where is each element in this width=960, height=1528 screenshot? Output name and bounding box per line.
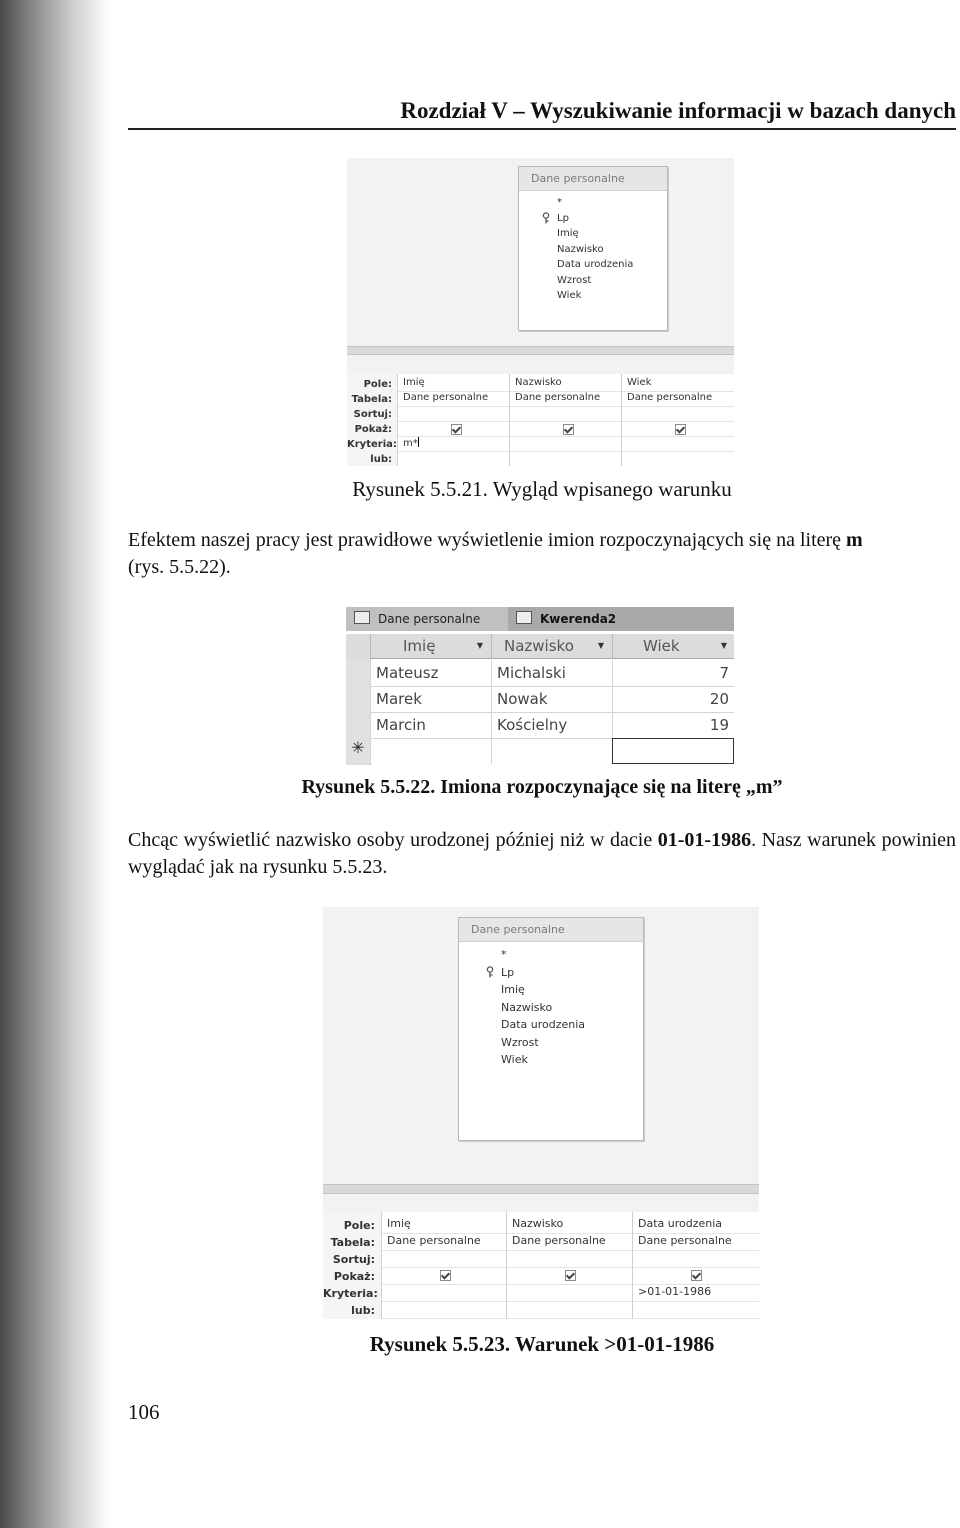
cell-imie[interactable]: Marcin <box>370 712 491 738</box>
field-item[interactable]: Wzrost <box>557 274 592 286</box>
document-tabs <box>346 607 734 631</box>
table-box <box>458 917 644 1141</box>
show-checkbox[interactable] <box>565 1270 576 1281</box>
grid-or-cell[interactable] <box>633 1302 759 1319</box>
cell-imie[interactable]: Marek <box>370 686 491 712</box>
grid-or-cell[interactable] <box>622 452 734 466</box>
grid-or-cell[interactable] <box>382 1302 506 1319</box>
query-design-screenshot-2 <box>323 907 759 1319</box>
cell-nazwisko[interactable]: Kościelny <box>491 712 612 738</box>
column-header-row <box>346 634 734 659</box>
column-header-nazwisko[interactable] <box>491 634 612 658</box>
figure-caption-2: Rysunek 5.5.22. Imiona rozpoczynające się na literę „m” <box>301 776 783 798</box>
grid-column-3 <box>621 374 734 466</box>
grid-show-cell[interactable] <box>507 1268 632 1285</box>
tab-label: Kwerenda2 <box>540 612 617 626</box>
column-header-label: Nazwisko <box>504 637 574 655</box>
grid-table-cell[interactable]: Dane personalne <box>398 392 509 407</box>
grid-show-cell[interactable] <box>633 1268 759 1285</box>
grid-field-cell[interactable]: Imię <box>398 377 509 392</box>
table-box-title: Dane personalne <box>459 918 643 942</box>
row-label: lub: <box>370 454 392 465</box>
grid-table-cell[interactable]: Dane personalne <box>507 1234 632 1251</box>
column-header-label: Wiek <box>643 637 680 655</box>
figure-caption-3: Rysunek 5.5.23. Warunek >01-01-1986 <box>369 1332 715 1356</box>
tab-label: Dane personalne <box>378 612 481 626</box>
record-selector-column[interactable] <box>346 658 371 765</box>
field-item[interactable]: Imię <box>557 228 579 239</box>
grid-column-1 <box>381 1212 506 1319</box>
paragraph-tail: . Nasz warunek powinien wyglądać jak na rysunku 5.5.23. <box>128 829 957 878</box>
field-item[interactable]: Nazwisko <box>501 1000 553 1014</box>
show-checkbox[interactable] <box>563 424 574 435</box>
grid-show-cell[interactable] <box>398 422 509 437</box>
grid-show-cell[interactable] <box>510 422 621 437</box>
column-header-imie[interactable] <box>370 634 491 658</box>
grid-table-cell[interactable]: Dane personalne <box>510 392 621 407</box>
row-label: Sortuj: <box>353 409 392 420</box>
grid-criteria-cell[interactable]: >01-01-1986 <box>633 1285 759 1302</box>
row-label: lub: <box>351 1304 375 1317</box>
figure-caption-1: Rysunek 5.5.21. Wygląd wpisanego warunku <box>352 477 732 501</box>
datasheet-screenshot <box>346 607 734 765</box>
grid-sort-cell[interactable] <box>633 1251 759 1268</box>
field-item[interactable]: * <box>501 948 507 961</box>
grid-or-cell[interactable] <box>510 452 621 466</box>
field-item[interactable]: Imię <box>501 983 525 996</box>
paragraph-1 <box>128 527 956 581</box>
grid-sort-cell[interactable] <box>507 1251 632 1268</box>
paragraph-text: Chcąc wyświetlić nazwisko osoby urodzonej później niż w dacie <box>128 829 658 851</box>
query-grid <box>323 1212 759 1319</box>
field-item[interactable]: Wiek <box>501 1053 528 1066</box>
paragraph-bold: m <box>846 529 863 551</box>
dropdown-arrow-icon[interactable]: ▼ <box>597 641 604 650</box>
primary-key-icon <box>541 212 551 224</box>
query-icon <box>516 611 532 624</box>
field-item-label: Lp <box>501 965 515 979</box>
column-header-wiek[interactable] <box>612 634 734 658</box>
cell-imie[interactable] <box>370 738 491 764</box>
field-item[interactable]: Data urodzenia <box>501 1018 586 1031</box>
grid-criteria-cell[interactable] <box>398 437 509 452</box>
cell-wiek[interactable]: 20 <box>612 686 734 712</box>
dropdown-arrow-icon[interactable]: ▼ <box>476 641 483 650</box>
field-list <box>459 942 643 1069</box>
cell-nazwisko[interactable]: Michalski <box>491 660 612 686</box>
row-label: Tabela: <box>351 394 392 405</box>
query-design-screenshot-1 <box>347 158 734 466</box>
paragraph-bold: 01-01-1986 <box>657 829 752 851</box>
grid-field-cell[interactable]: Nazwisko <box>507 1217 632 1234</box>
row-label: Pole: <box>343 1219 375 1232</box>
grid-table-cell[interactable]: Dane personalne <box>382 1234 506 1251</box>
row-label: Pokaż: <box>354 424 392 435</box>
grid-table-cell[interactable]: Dane personalne <box>633 1234 759 1251</box>
grid-show-cell[interactable] <box>382 1268 506 1285</box>
cell-wiek[interactable]: 19 <box>612 712 734 738</box>
tab-dane-personalne[interactable] <box>346 607 508 631</box>
table-icon <box>354 611 370 624</box>
primary-key-icon <box>485 966 495 978</box>
pane-splitter[interactable] <box>323 1184 759 1194</box>
row-label: Kryteria: <box>347 439 397 450</box>
paragraph-text: Efektem naszej pracy jest prawidłowe wyświetlenie imion rozpoczynających się na literę <box>128 529 847 551</box>
grid-column-2 <box>506 1212 632 1319</box>
row-label: Pole: <box>363 379 392 390</box>
grid-column-1 <box>397 374 509 466</box>
field-list <box>519 191 667 304</box>
row-label: Sortuj: <box>332 1253 375 1266</box>
dropdown-arrow-icon[interactable]: ▼ <box>720 641 727 650</box>
grid-field-cell[interactable]: Imię <box>382 1217 506 1234</box>
grid-show-cell[interactable] <box>622 422 734 437</box>
criteria-text: m* <box>403 438 418 449</box>
field-item-key[interactable] <box>557 211 667 227</box>
cell-wiek-active[interactable] <box>612 738 734 764</box>
grid-field-cell[interactable]: Nazwisko <box>510 377 621 392</box>
cell-wiek[interactable]: 7 <box>612 660 734 686</box>
row-label: Tabela: <box>330 1236 375 1249</box>
field-item[interactable]: Data urodzenia <box>557 259 634 270</box>
grid-criteria-cell[interactable] <box>507 1285 632 1302</box>
pane-splitter[interactable] <box>347 346 734 355</box>
grid-criteria-cell[interactable] <box>510 437 621 452</box>
grid-sort-cell[interactable] <box>382 1251 506 1268</box>
grid-criteria-cell[interactable] <box>622 437 734 452</box>
field-item[interactable]: Wzrost <box>501 1035 539 1049</box>
grid-field-cell[interactable]: Data urodzenia <box>633 1217 759 1234</box>
table-row[interactable] <box>370 712 734 739</box>
cell-nazwisko[interactable]: Nowak <box>491 686 612 712</box>
new-record-icon: ✳ <box>351 738 365 757</box>
page-gutter-shadow <box>0 0 112 1528</box>
show-checkbox[interactable] <box>675 424 686 435</box>
paragraph-2 <box>128 827 956 881</box>
cell-imie[interactable]: Mateusz <box>370 660 491 686</box>
grid-column-3 <box>632 1212 759 1319</box>
grid-sort-cell[interactable] <box>510 407 621 422</box>
row-label: Kryteria: <box>323 1287 378 1300</box>
table-box <box>518 166 668 331</box>
grid-sort-cell[interactable] <box>622 407 734 422</box>
grid-column-2 <box>509 374 621 466</box>
paragraph-tail: (rys. 5.5.22). <box>128 556 231 578</box>
new-record-row[interactable] <box>370 738 734 764</box>
row-label: Pokaż: <box>333 1270 375 1283</box>
tab-kwerenda2[interactable] <box>508 607 734 631</box>
grid-or-cell[interactable] <box>507 1302 632 1319</box>
field-item[interactable]: Wiek <box>557 290 582 301</box>
page-number: 106 <box>128 1400 160 1424</box>
field-item-key[interactable] <box>501 964 643 982</box>
field-item-label: Lp <box>557 212 569 224</box>
grid-or-cell[interactable] <box>398 452 509 466</box>
show-checkbox[interactable] <box>440 1270 451 1281</box>
table-row[interactable] <box>370 686 734 713</box>
grid-sort-cell[interactable] <box>398 407 509 422</box>
field-item[interactable]: Nazwisko <box>557 243 604 255</box>
grid-table-cell[interactable]: Dane personalne <box>622 392 734 407</box>
show-checkbox[interactable] <box>691 1270 702 1281</box>
grid-criteria-cell[interactable] <box>382 1285 506 1302</box>
chapter-header: Rozdział V – Wyszukiwanie informacji w bazach danych <box>128 96 956 130</box>
field-item[interactable]: * <box>557 197 562 208</box>
cell-nazwisko[interactable] <box>491 738 612 764</box>
column-header-label: Imię <box>403 637 436 655</box>
show-checkbox[interactable] <box>451 424 462 435</box>
query-grid <box>347 374 734 466</box>
table-row[interactable] <box>370 660 734 687</box>
table-box-title: Dane personalne <box>519 167 667 191</box>
grid-field-cell[interactable]: Wiek <box>622 377 734 392</box>
